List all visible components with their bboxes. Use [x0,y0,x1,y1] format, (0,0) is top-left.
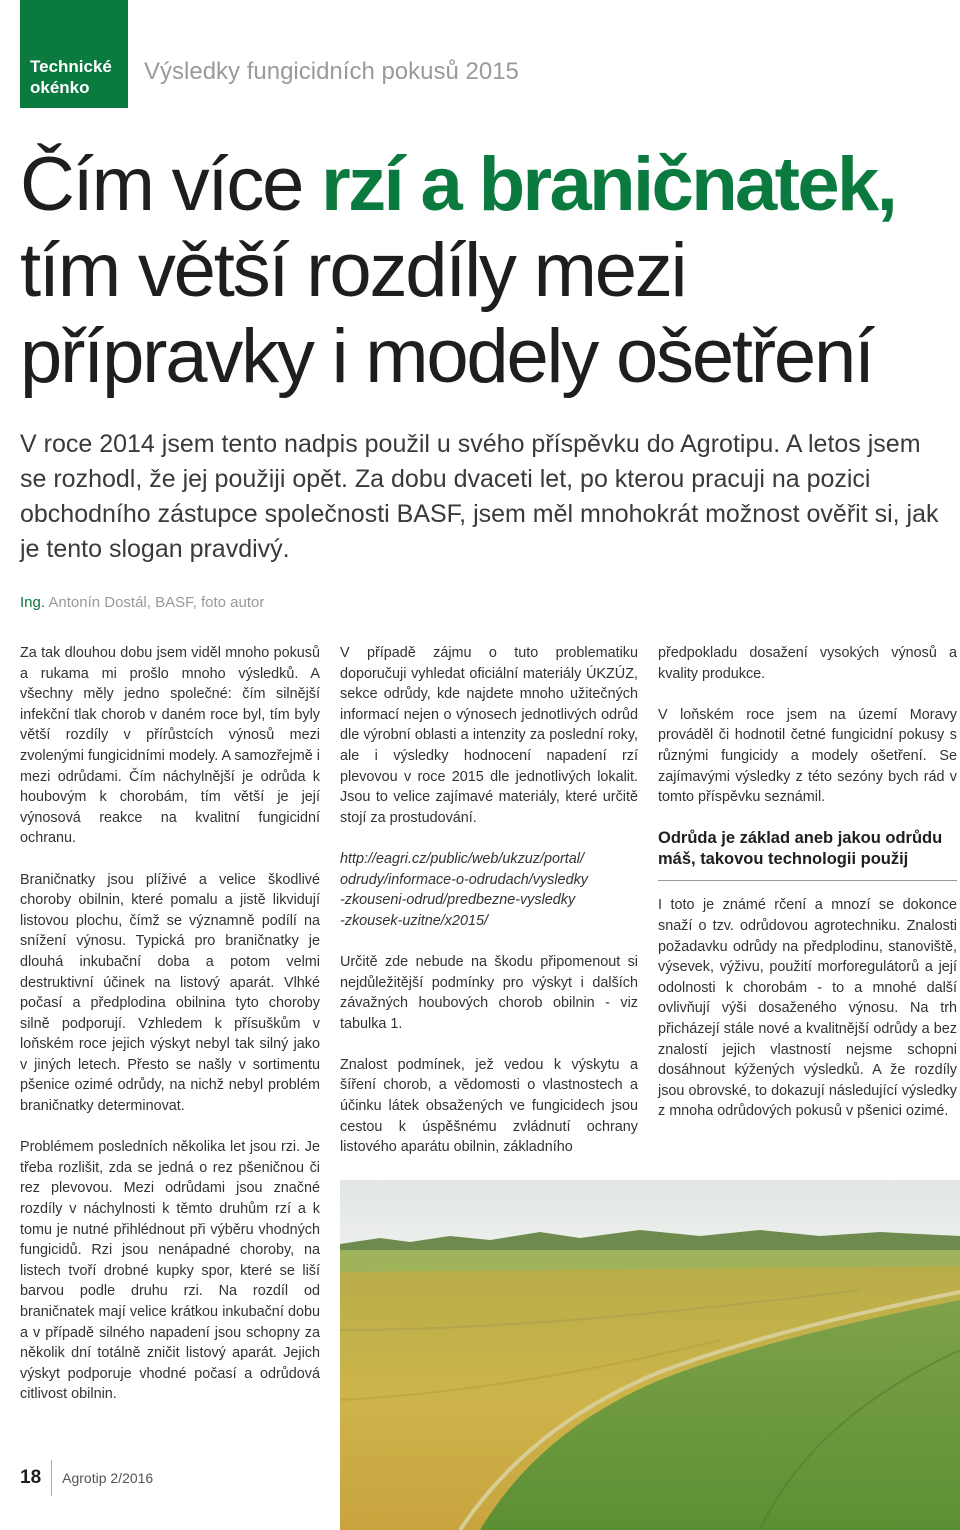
link-line-2: odrudy/informace-o-odrudach/vysledky [340,871,588,888]
byline-author: Antonín Dostál, BASF, foto autor [45,594,265,611]
headline [20,142,955,400]
link-line-1: http://eagri.cz/public/web/ukzuz/portal/ [340,850,584,867]
section-tag [20,0,128,108]
col3-paragraph-1: předpokladu dosažení vysokých výnosů a kvality produkce. [658,645,957,682]
headline-plain: Čím více [20,142,322,227]
wheat-field-illustration [340,1180,960,1530]
section-tag-line2: okénko [30,78,90,97]
journal-name: Agrotip 2/2016 [62,1470,154,1486]
col3-paragraph-2: V loňském roce jsem na území Moravy prováděl či hodnotil četné fungicidní pokusy s různými fungicidy a modely ošetření. Se zajímavými výsledky z této sezóny bych rád v tomto příspěvku seznámil. [658,706,957,806]
ukzuz-link[interactable] [340,849,638,931]
wheat-field-photo [340,1180,960,1530]
column-3 [658,643,957,1142]
section-tag-line1: Technické [30,57,112,76]
headline-line-3: přípravky i modely ošetření [20,314,873,399]
col2-paragraph-1: V případě zájmu o tuto problematiku doporučuji vyhledat oficiální materiály ÚKZÚZ, sekce odrůdy, kde najdete mnoho užitečných informací nejen o výnosech jednotlivých odrůd dle výrobní oblasti a intenzity za poslední roky, ale i výsledky hodnocení napadení rzí plevovou v roce 2015 dle jednotlivých lokalit. Jsou to velice zajímavé materiály, které určitě stojí za prostudování. [340,645,638,826]
byline [20,594,264,611]
headline-highlight: rzí a braničnatek, [321,142,896,227]
link-line-4: -zkousek-uzitne/x2015/ [340,912,488,929]
lead-paragraph: V roce 2014 jsem tento nadpis použil u svého příspěvku do Agrotipu. A letos jsem se rozhodl, že jej použiji opět. Za dobu dvaceti let, po kterou pracuji na pozici obchodního zástupce společnosti BASF, jsem měl mnohokrát možnost ověřit si, jak je tento slogan pravdivý. [20,430,939,563]
subheading: Odrůda je základ aneb jakou odrůdu máš, takovou technologii použij [658,828,957,881]
headline-line-2: tím větší rozdíly mezi [20,228,686,313]
page-footer [20,1460,153,1496]
col3-paragraph-3: I toto je známé rčení a mnozí se dokonce snaží o tzv. odrůdovou agrotechniku. Znalosti požadavku odrůdy na předplodinu, stanoviště, výsevek, výživu, použití morforegulátorů a její odolnosti k chorobám - to a mnohé další ovlivňují výši dosaženého výnosu. Na trh přicházejí stále nové a kvalitnější odrůdy a bez znalostí jejich vlastností nejsme schopni dosáhnout kýžených výsledků. A že rozdíly jsou obrovské, to dokazují následující výsledky z mnoha odrůdových pokusů v pšenici ozimé. [658,897,957,1120]
link-line-3: -zkouseni-odrud/predbezne-vysledky [340,892,576,909]
headline-line-1 [20,142,955,228]
column-1 [20,643,320,1426]
byline-title: Ing. [20,594,46,611]
col2-paragraph-2: Určitě zde nebude na škodu připomenout si nejdůležitější podmínky pro výskyt i dalších závažných houbových chorob obilnin - viz tabulka 1. [340,953,638,1032]
col2-paragraph-3: Znalost podmínek, jež vedou k výskytu a šíření chorob, a vědomosti o vlastnostech a účinku látek obsažených ve fungicidech jsou cestou k úspěšnému zvládnutí ochrany listového aparátu obilnin, základního [340,1056,638,1156]
col1-paragraph-1: Za tak dlouhou dobu jsem viděl mnoho pokusů a rukama mi prošlo mnoho výsledků. A všechny měly jedno společné: čím silnější infekční tlak chorob v daném roce byl, tím byly větší rozdíly v přírůstcích výnosů mezi zvolenými fungicidními modely. A samozřejmě i mezi odrůdami. Čím náchylnější je odrůda k houbovým k chorobám, tím větší je její výnosová reakce na kvalitní fungicidní ochranu. [20,645,320,847]
page-number: 18 [20,1460,52,1496]
section-title: Výsledky fungicidních pokusů 2015 [144,58,519,85]
col1-paragraph-2: Braničnatky jsou plíživé a velice škodlivé choroby obilnin, které pomalu a jistě likvidují listovou plochu, čímž se významně podílí na snížení výnosu. Typická pro braničnatky je dlouhá inkubační doba a potom velmi destruktivní účinek na listový aparát. Vlhké počasí a předplodina obilnina tyto choroby silně podporují. Vzhledem k přísuškům v loňském roce jejich výskyt nebyl tak silný jako v jiných letech. Přesto se našly v sortimentu pšenice ozimé odrůdy, na nichž nebyl problém braničnatky determinovat. [20,871,320,1115]
column-2 [340,643,638,1178]
col1-paragraph-3: Problémem posledních několika let jsou rzi. Je třeba rozlišit, zda se jedná o rez pšeničnou či rez plevovou. Mezi odrůdami jsou značné rozdíly v náchylnosti k těmto druhům rzí a k tomu je nutné přihlédnout při výběru vhodných fungicidů. Rzi jsou nenápadné choroby, na listech tvoří drobné kupky spor, které se liší barvou podle druhu rzi. Na rozdíl od braničnatek mají velice krátkou inkubační dobu a v případě silného napadení jsou schopny za několik dní totálně zničit listový aparát. Jejich výskyt podporuje vhodné počasí a odrůdová citlivost obilnin. [20,1139,320,1403]
